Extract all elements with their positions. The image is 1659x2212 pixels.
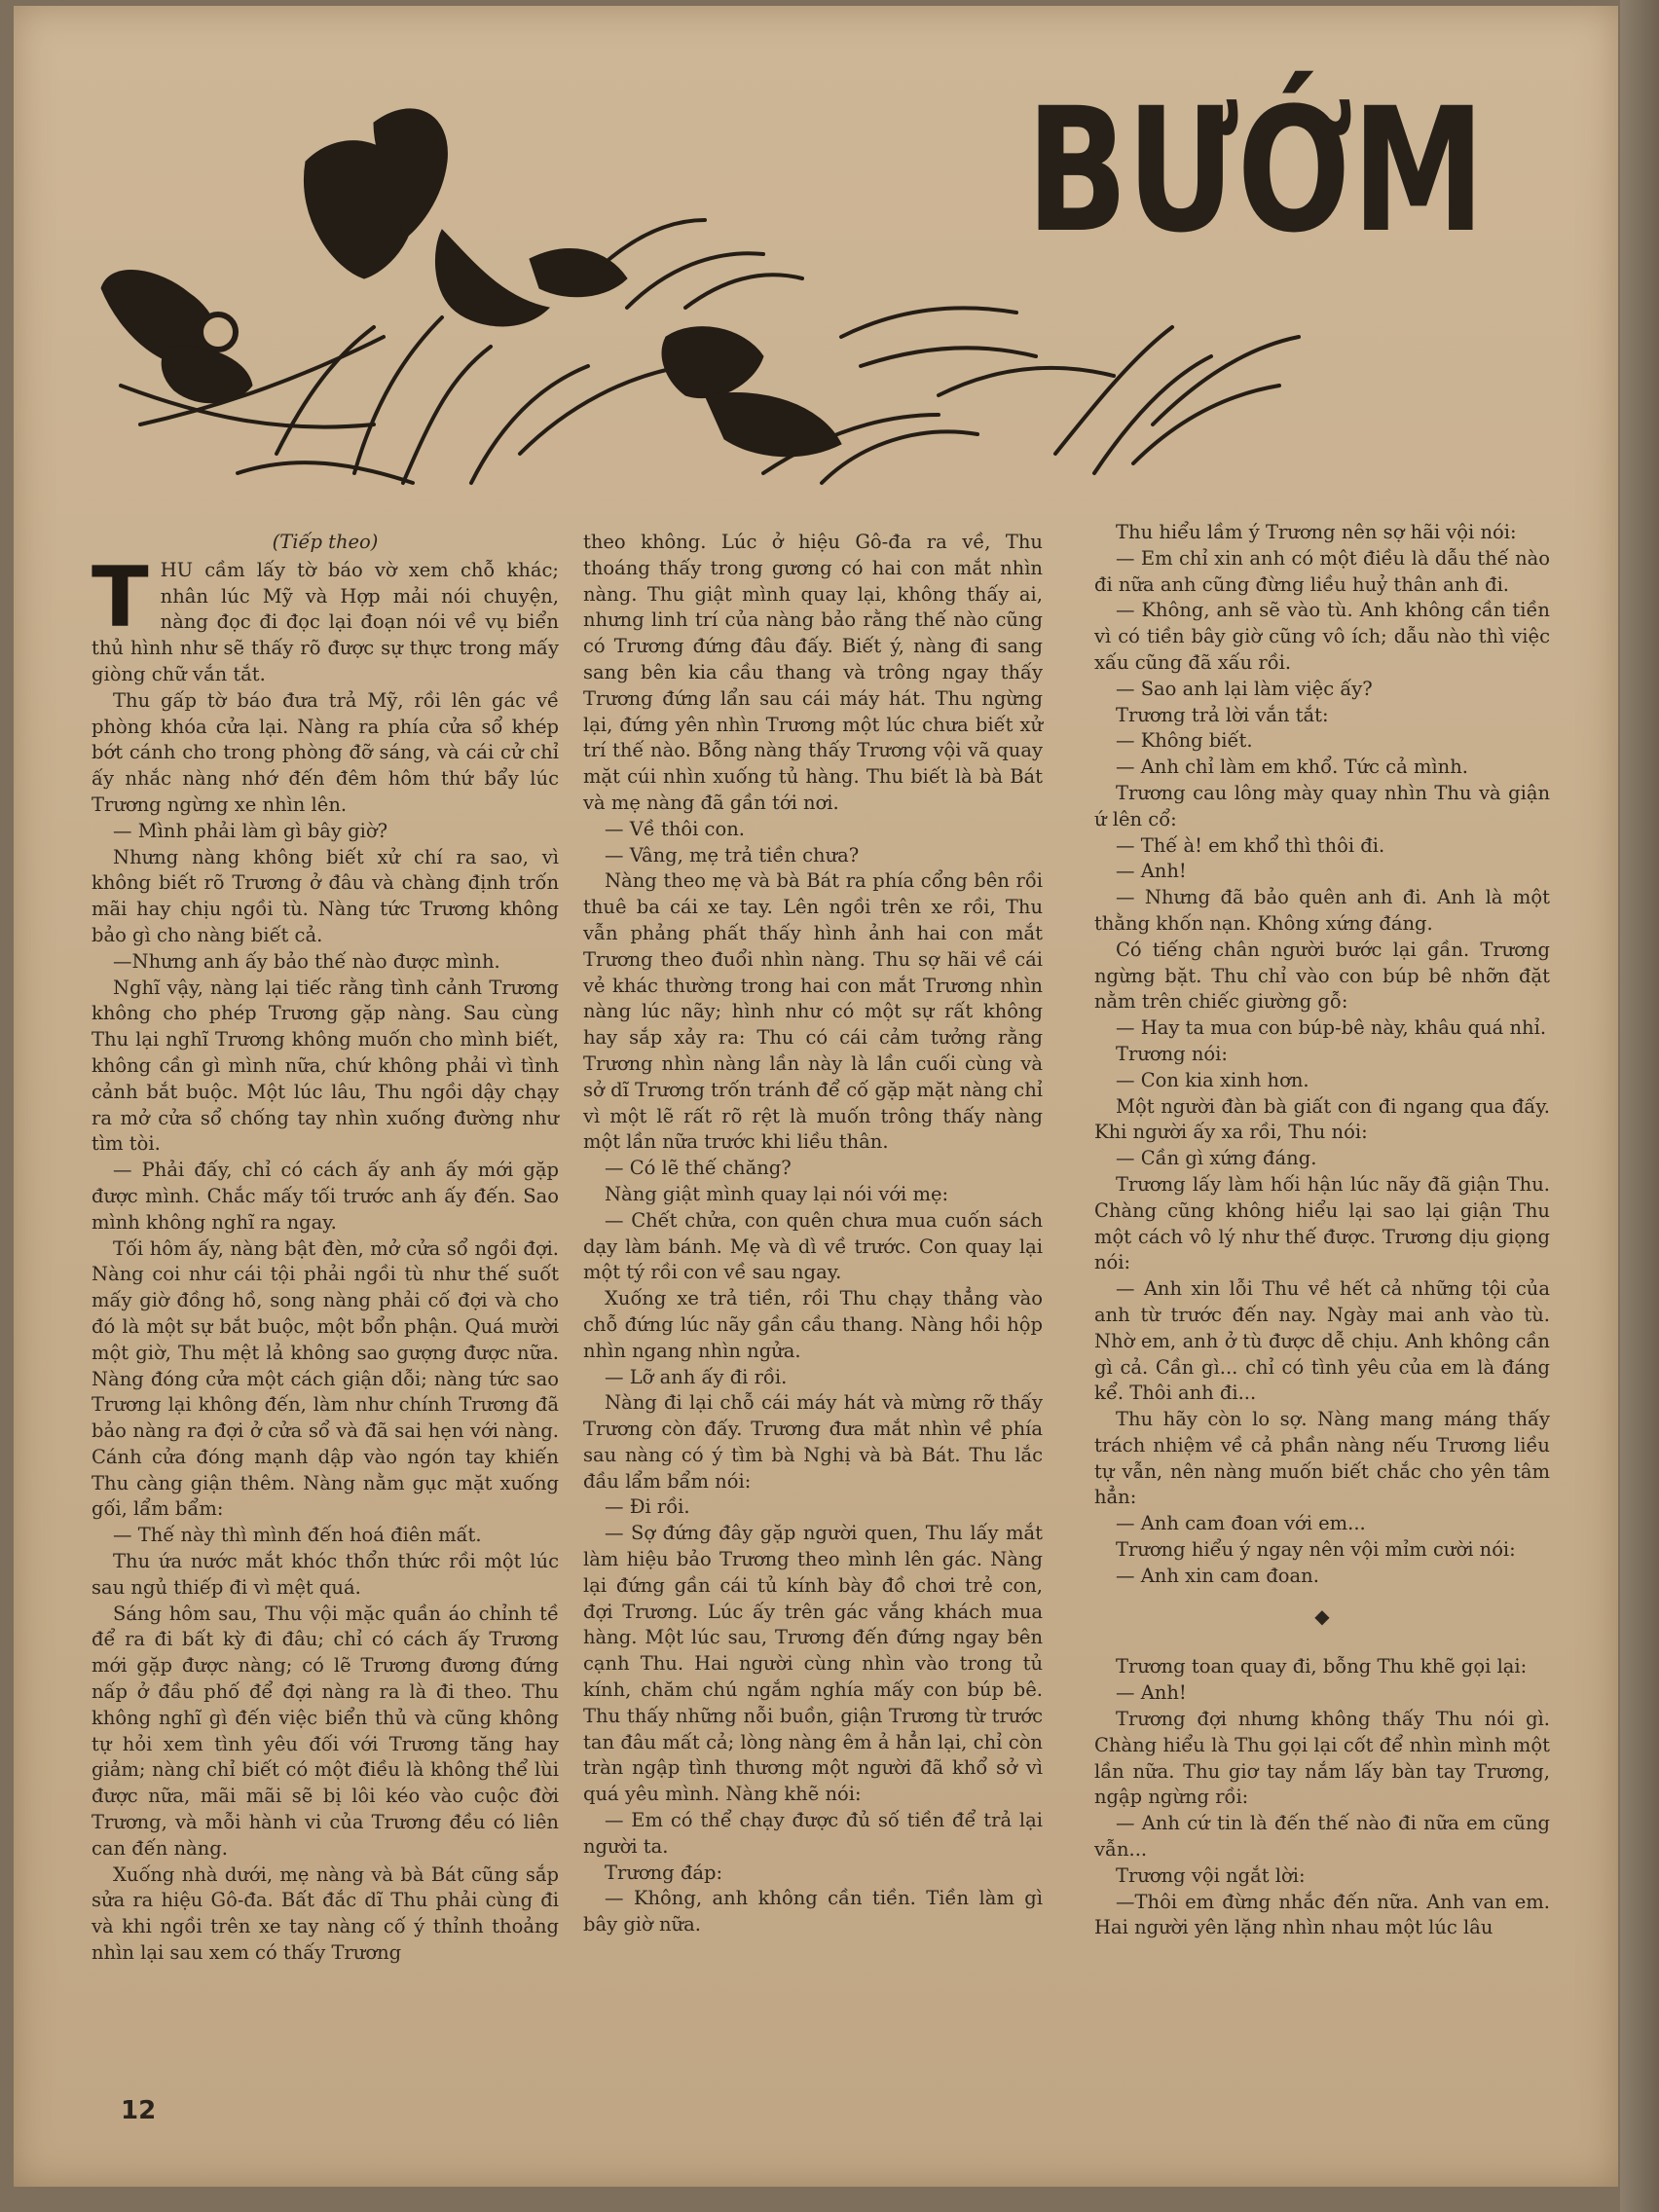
text-column-2: [583, 530, 1043, 1938]
paragraph: —Nhưng anh ấy bảo thế nào được mình.: [113, 949, 500, 973]
paragraph: Nàng giật mình quay lại nói với mẹ:: [605, 1182, 949, 1205]
story-title: BƯỚM: [1026, 71, 1484, 271]
paragraph: — Anh!: [1116, 860, 1187, 883]
paragraph: — Hay ta mua con búp-bê này, khâu quá nhỉ.: [1116, 1016, 1547, 1040]
paragraph: — Anh xin cam đoan.: [1116, 1564, 1319, 1587]
paragraph: Nàng theo mẹ và bà Bát ra phía cổng bên rồi thuê ba cái xe tay. Lên ngồi trên xe rồi, Thu vẫn phảng phất thấy hình ảnh hai con mắt Trương theo đuổi nhìn nàng. Thu sợ hãi về cái vẻ khác thường trong hai con mắt Trương nhìn nàng lúc nãy; hình như có một sự rất không hay sắp xảy ra: Thu có cái cảm tưởng rằng Trương nhìn nàng lần này là lần cuối cùng và sở dĩ Trương trốn tránh để cố gặp mặt nàng chỉ vì một lẽ rất rõ rệt là muốn trông thấy nàng một lần nữa trước khi liều thân.: [583, 869, 1043, 1154]
paragraph: Có tiếng chân người bước lại gần. Trương ngừng bặt. Thu chỉ vào con búp bê nhỡn đặt nằm trên chiếc giường gỗ:: [1094, 938, 1550, 1014]
paragraph: — Anh cứ tin là đến thế nào đi nữa em cũng vẫn...: [1094, 1812, 1550, 1862]
paragraph: Nghĩ vậy, nàng lại tiếc rằng tình cảnh Trương không cho phép Trương gặp nàng. Sau cùng Thu lại nghĩ Trương không muốn cho mình biết, không cần gì mình nữa, chứ không phải vì tình cảnh bắt buộc. Một lúc lâu, Thu ngồi dậy chạy ra mở cửa sổ chống tay nhìn xuống đường như tìm tòi.: [92, 976, 559, 1156]
paragraph: Trương trả lời vắn tắt:: [1116, 703, 1329, 726]
paragraph: — Anh xin lỗi Thu về hết cả những tội của anh từ trước đến nay. Ngày mai anh vào tù. Nhờ em, anh ở tù được dễ chịu. Anh không cần gì cả. Cần gì... chỉ có tình yêu của em là đáng kể. Thôi anh đi...: [1094, 1277, 1550, 1405]
paragraph: Nhưng nàng không biết xử chí ra sao, vì không biết rõ Trương ở đâu và chàng định trốn mãi hay chịu ngồi tù. Nàng tức Trương không bảo gì cho nàng biết cả.: [92, 845, 559, 946]
paragraph: Thu gấp tờ báo đưa trả Mỹ, rồi lên gác về phòng khóa cửa lại. Nàng ra phía cửa sổ khép bớt cánh cho trong phòng đỡ sáng, và cái cử chỉ ấy nhắc nàng nhớ đến đêm hôm thứ bẩy lúc Trương ngừng xe nhìn lên.: [92, 688, 559, 816]
paragraph: Xuống nhà dưới, mẹ nàng và bà Bát cũng sắp sửa ra hiệu Gô-đa. Bất đắc dĩ Thu phải cùng đi và khi ngồi trên xe tay nàng cố ý thỉnh thoảng nhìn lại sau xem có thấy Trương: [92, 1862, 559, 1965]
paragraph: Trương đợi nhưng không thấy Thu nói gì. Chàng hiểu là Thu gọi lại cốt để nhìn mình một lần nữa. Thu giơ tay nắm lấy bàn tay Trương, ngập ngừng rồi:: [1094, 1708, 1550, 1809]
paragraph: — Nhưng đã bảo quên anh đi. Anh là một thằng khốn nạn. Không xứng đáng.: [1094, 886, 1550, 935]
paragraph: — Lỡ anh ấy đi rồi.: [605, 1365, 788, 1388]
butterfly-left-wing-lower: [162, 346, 252, 403]
butterfly-right-wing: [662, 327, 763, 398]
paragraph: theo không. Lúc ở hiệu Gô-đa ra về, Thu thoáng thấy trong gương có hai con mắt nhìn nàng. Thu giật mình quay lại, không thấy ai, nhưng linh trí của nàng bảo rằng thế nào cũng có Trương đứng đâu đấy. Biết ý, nàng đi sang sang bên kia cầu thang và trông ngay thấy Trương đứng lẩn sau cái máy hát. Thu ngừng lại, đứng yên nhìn Trương một lúc chưa biết xử trí thế nào. Bỗng nàng thấy Trương vội vã quay mặt cúi nhìn xuống tủ hàng. Thu biết là bà Bát và mẹ nàng đã gần tới nơi.: [583, 531, 1043, 814]
paragraph: — Chết chửa, con quên chưa mua cuốn sách dạy làm bánh. Mẹ và dì về trước. Con quay lại một tý rồi con về sau ngay.: [583, 1208, 1043, 1284]
paragraph: — Cần gì xứng đáng.: [1116, 1147, 1317, 1170]
drop-cap: T: [92, 548, 149, 646]
paragraph: — Sao anh lại làm việc ấy?: [1116, 677, 1373, 700]
paragraph: — Thế à! em khổ thì thôi đi.: [1116, 833, 1385, 857]
text-column-3: [1094, 520, 1550, 1941]
paragraph: Trương lấy làm hối hận lúc nãy đã giận Thu. Chàng cũng không hiểu lại sao lại giận Thu một cách vô lý như thế được. Trương dịu giọng nói:: [1094, 1172, 1550, 1274]
paragraph: — Có lẽ thế chăng?: [605, 1157, 792, 1180]
book-edge: [1620, 0, 1659, 2212]
paragraph: — Em chỉ xin anh có một điều là dẫu thế nào đi nữa anh cũng đừng liều huỷ thân anh đi.: [1094, 546, 1550, 596]
paragraph: — Anh cam đoan với em...: [1116, 1512, 1366, 1535]
paragraph: Thu ứa nước mắt khóc thổn thức rồi một lúc sau ngủ thiếp đi vì mệt quá.: [92, 1550, 559, 1599]
paragraph: — Mình phải làm gì bây giờ?: [113, 819, 388, 842]
paragraph: Thu hiểu lầm ý Trương nên sợ hãi vội nói:: [1116, 521, 1517, 543]
paragraph: Trương cau lông mày quay nhìn Thu và giận ứ lên cổ:: [1094, 781, 1550, 830]
paragraph: — Không, anh sẽ vào tù. Anh không cần tiền vì có tiền bây giờ cũng vô ích; dẫu nào thì việc xấu cũng đã xấu rồi.: [1094, 599, 1550, 674]
paragraph: —Thôi em đừng nhắc đến nữa. Anh van em. Hai người yên lặng nhìn nhau một lúc lâu: [1094, 1890, 1550, 1939]
paragraph: Tối hôm ấy, nàng bật đèn, mở cửa sổ ngồi đợi. Nàng coi như cái tội phải ngồi tù như thế suốt mấy giờ đồng hồ, song nàng phải cố đợi và cho đó là một sự bắt buộc, một bổn phận. Quá mười một giờ, Thu mệt lả không sao gượng được nữa. Nàng đóng cửa một cách giận dỗi; nàng tức sao Trương lại không đến, làm như chính Trương đã bảo nàng ra đợi ở cửa sổ và đã sai hẹn với nàng. Cánh cửa đóng mạnh dập vào ngón tay khiến Thu càng giận thêm. Nàng nằm gục mặt xuống gối, lẩm bẩm:: [92, 1236, 559, 1521]
paragraph: — Không, anh không cần tiền. Tiền làm gì bây giờ nữa.: [583, 1887, 1043, 1936]
paragraph: — Em có thể chạy được đủ số tiền để trả lại người ta.: [583, 1809, 1043, 1858]
paragraph: — Thế này thì mình đến hoá điên mất.: [113, 1524, 482, 1547]
paragraph: — Sợ đứng đây gặp người quen, Thu lấy mắt làm hiệu bảo Trương theo mình lên gác. Nàng lại đứng gần cái tủ kính bày đồ chơi trẻ con, đợi Trương. Lúc ấy trên gác vắng khách mua hàng. Một lúc sau, Trương đến đứng ngay bên cạnh Thu. Hai người cùng nhìn vào trong tủ kính, chăm chú ngắm nghía mấy con búp bê. Thu thấy những nỗi buồn, giận Trương từ trước tan đâu mất cả; lòng nàng êm ả hẳn lại, chỉ còn tràn ngập tình thương một người đã khổ sở vì quá yêu mình. Nàng khẽ nói:: [583, 1522, 1043, 1806]
paragraph: — Không biết.: [1116, 729, 1253, 753]
paragraph: Trương nói:: [1116, 1042, 1228, 1065]
page-number: 12: [121, 2096, 157, 2125]
text-column-1: [92, 530, 559, 1967]
paragraph: Trương đáp:: [605, 1861, 723, 1884]
paragraph: Thu hãy còn lo sợ. Nàng mang máng thấy trách nhiệm về cả phần nàng nếu Trương liều tự vẫn, nên nàng muốn biết chắc cho yên tâm hẳn:: [1094, 1408, 1550, 1509]
paragraph: Một người đàn bà giất con đi ngang qua đấy. Khi người ấy xa rồi, Thu nói:: [1094, 1094, 1550, 1144]
paragraph: Trương vội ngắt lời:: [1116, 1863, 1306, 1887]
continued-label: (Tiếp theo): [272, 531, 379, 553]
paragraph: — Anh!: [1116, 1681, 1187, 1705]
section-ornament: ◆: [1314, 1604, 1330, 1628]
paragraph: — Phải đấy, chỉ có cách ấy anh ấy mới gặp được mình. Chắc mấy tối trước anh ấy đến. Sao mình không nghĩ ra ngay.: [92, 1159, 559, 1234]
paragraph: Sáng hôm sau, Thu vội mặc quần áo chỉnh tề để ra đi bất kỳ đi đâu; chỉ có cách ấy Trương mới gặp được nàng; có lẽ Trương đương đứng nấp ở đầu phố để đợi nàng ra là đi theo. Thu không nghĩ gì đến việc biển thủ và cũng không tự hỏi xem tình yêu đối với Trương tăng hay giảm; nàng chỉ biết có một điều là không thể lùi được nữa, mãi mãi sẽ bị lôi kéo vào cuộc đời Trương, và mỗi hành vi của Trương đều có liên can đến nàng.: [92, 1602, 559, 1860]
paragraph: — Đi rồi.: [605, 1495, 690, 1519]
paragraph: — Vâng, mẹ trả tiền chưa?: [605, 843, 860, 866]
paragraph: Trương toan quay đi, bỗng Thu khẽ gọi lại:: [1116, 1655, 1528, 1678]
paragraph: — Anh chỉ làm em khổ. Tức cả mình.: [1116, 756, 1468, 779]
paragraph: Nàng đi lại chỗ cái máy hát và mừng rỡ thấy Trương còn đấy. Trương đưa mắt nhìn về phía sau nàng có ý tìm bà Nghị và bà Bát. Thu lắc đầu lẩm bẩm nói:: [583, 1391, 1043, 1493]
paragraph: Trương hiểu ý ngay nên vội mỉm cười nói:: [1116, 1538, 1516, 1562]
paragraph: Xuống xe trả tiền, rồi Thu chạy thẳng vào chỗ đứng lúc nãy gần cầu thang. Nàng hồi hộp nhìn ngang nhìn ngửa.: [583, 1287, 1043, 1362]
paragraph: — Con kia xinh hơn.: [1116, 1068, 1309, 1091]
paragraph: THU cầm lấy tờ báo vờ xem chỗ khác; nhân lúc Mỹ và Hợp mải nói chuyện, nàng đọc đi đọc lại đoạn nói về vụ biển thủ hình như sẽ thấy rõ được sự thực trong mấy giòng chữ vắn tắt.: [92, 548, 559, 685]
paragraph: — Về thôi con.: [605, 817, 745, 840]
magazine-page: [14, 6, 1618, 2187]
